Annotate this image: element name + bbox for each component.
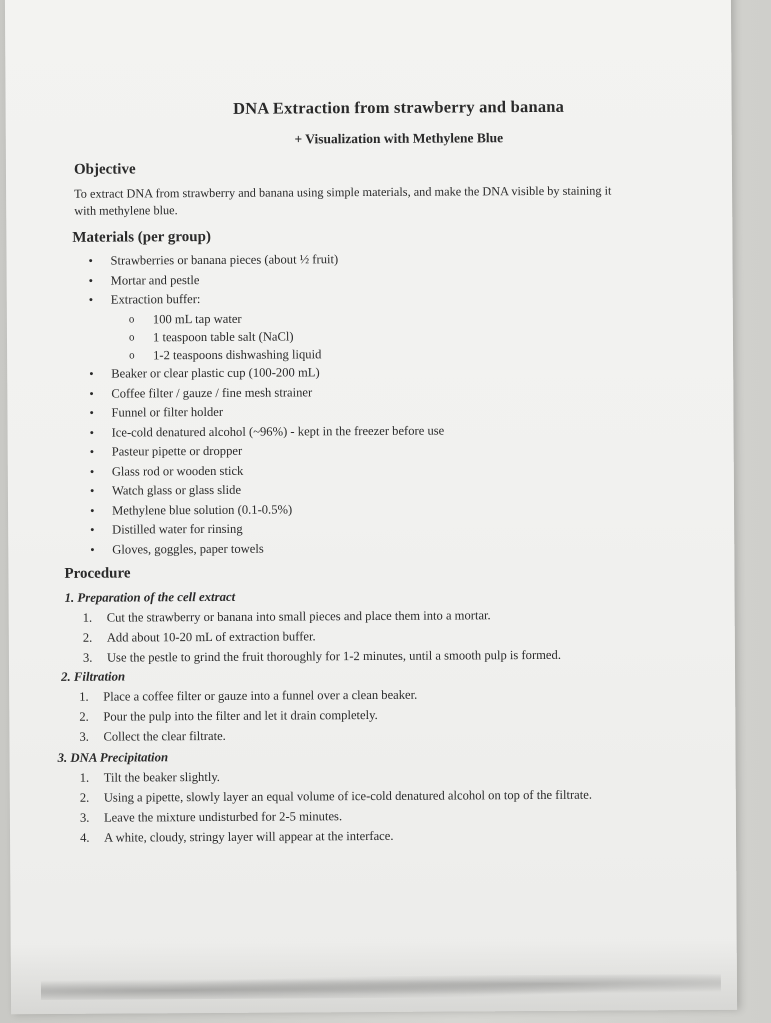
materials-item [74, 537, 674, 560]
materials-list [72, 248, 674, 560]
materials-item-text: Distilled water for rinsing [112, 522, 243, 537]
materials-item-text: Beaker or clear plastic cup (100-200 mL) [111, 365, 320, 381]
materials-item-text: Pasteur pipette or dropper [111, 444, 243, 459]
procedure-steps-list [80, 766, 644, 849]
paper-sheet [5, 0, 737, 1014]
procedure-section-title: 2. Filtration [61, 669, 126, 684]
step-number: 3. [79, 810, 90, 825]
materials-item-text: 100 mL tap water [152, 311, 242, 326]
materials-item-text: Funnel or filter holder [111, 405, 224, 420]
materials-item-text: 1 teaspoon table salt (NaCl) [152, 329, 294, 345]
bullet-icon: • [88, 273, 94, 288]
objective-heading: Objective [73, 161, 136, 178]
step-number: 3. [82, 650, 93, 665]
step-text: Tilt the beaker slightly. [103, 769, 220, 785]
step-text: Collect the clear filtrate. [103, 728, 226, 744]
step-text: Pour the pulp into the filter and let it drain completely. [103, 707, 378, 724]
procedure-step [79, 725, 643, 748]
procedure-heading: Procedure [64, 565, 131, 582]
procedure-steps-list [83, 606, 647, 669]
materials-item-text: Strawberries or banana pieces (about ½ fruit) [110, 252, 339, 268]
bullet-icon: • [89, 367, 94, 382]
step-number: 3. [79, 729, 89, 744]
circle-bullet-icon: o [128, 331, 135, 344]
procedure-steps-list [79, 685, 643, 748]
bullet-icon: • [89, 425, 95, 440]
bullet-icon: • [89, 445, 95, 460]
step-number: 2. [79, 790, 90, 805]
materials-item-text: Methylene blue solution (0.1-0.5%) [111, 502, 293, 518]
bullet-icon: • [89, 406, 94, 421]
procedure-step [80, 826, 644, 849]
materials-item-text: 1-2 teaspoons dishwashing liquid [153, 347, 322, 363]
bullet-icon: • [89, 503, 95, 518]
step-number: 4. [79, 830, 90, 845]
procedure-section-title: 1. Preparation of the cell extract [64, 589, 236, 605]
materials-item-text: Ice-cold denatured alcohol (~96%) - kept in the freezer before use [111, 423, 445, 440]
bullet-icon: • [89, 484, 95, 499]
step-number: 2. [82, 630, 93, 645]
materials-item-text: Mortar and pestle [110, 272, 200, 288]
bullet-icon: • [88, 253, 93, 268]
bullet-icon: • [88, 292, 94, 307]
materials-item-text: Extraction buffer: [110, 292, 201, 307]
materials-item-text: Gloves, goggles, paper towels [112, 541, 264, 557]
materials-item-text: Glass rod or wooden stick [111, 463, 244, 479]
step-number: 1. [82, 610, 93, 625]
step-text: A white, cloudy, stringy layer will appear at the interface. [103, 828, 394, 845]
step-text: Leave the mixture undisturbed for 2-5 minutes. [103, 809, 343, 825]
circle-bullet-icon: o [128, 312, 135, 325]
objective-text: To extract DNA from strawberry and banana using simple materials, and make the DNA visible by staining it with methylene blue. [74, 183, 612, 218]
step-text: Add about 10-20 mL of extraction buffer. [106, 629, 316, 645]
bullet-icon: • [89, 386, 94, 401]
step-text: Cut the strawberry or banana into small pieces and place them into a mortar. [106, 608, 491, 625]
step-text: Using a pipette, slowly layer an equal volume of ice-cold denatured alcohol on top of the filtrate. [103, 787, 593, 805]
bullet-icon: • [90, 542, 95, 557]
document-subtitle: + Visualization with Methylene Blue [294, 130, 504, 147]
procedure-section-title: 3. DNA Precipitation [57, 750, 169, 765]
materials-heading: Materials (per group) [72, 228, 212, 246]
materials-item-text: Coffee filter / gauze / fine mesh strainer [111, 385, 313, 401]
materials-item-text: Watch glass or glass slide [111, 483, 242, 498]
circle-bullet-icon: o [129, 349, 135, 362]
procedure-step [83, 646, 647, 669]
step-number: 1. [79, 770, 90, 785]
document-title: DNA Extraction from strawberry and banana [233, 96, 565, 118]
step-number: 1. [79, 689, 89, 704]
bullet-icon: • [89, 464, 95, 479]
step-text: Use the pestle to grind the fruit thoroughly for 1-2 minutes, until a smooth pulp is formed. [106, 647, 561, 665]
step-text: Place a coffee filter or gauze into a funnel over a clean beaker. [103, 687, 418, 704]
bullet-icon: • [90, 523, 95, 538]
paper-smudge [41, 974, 721, 1000]
step-number: 2. [79, 709, 89, 724]
